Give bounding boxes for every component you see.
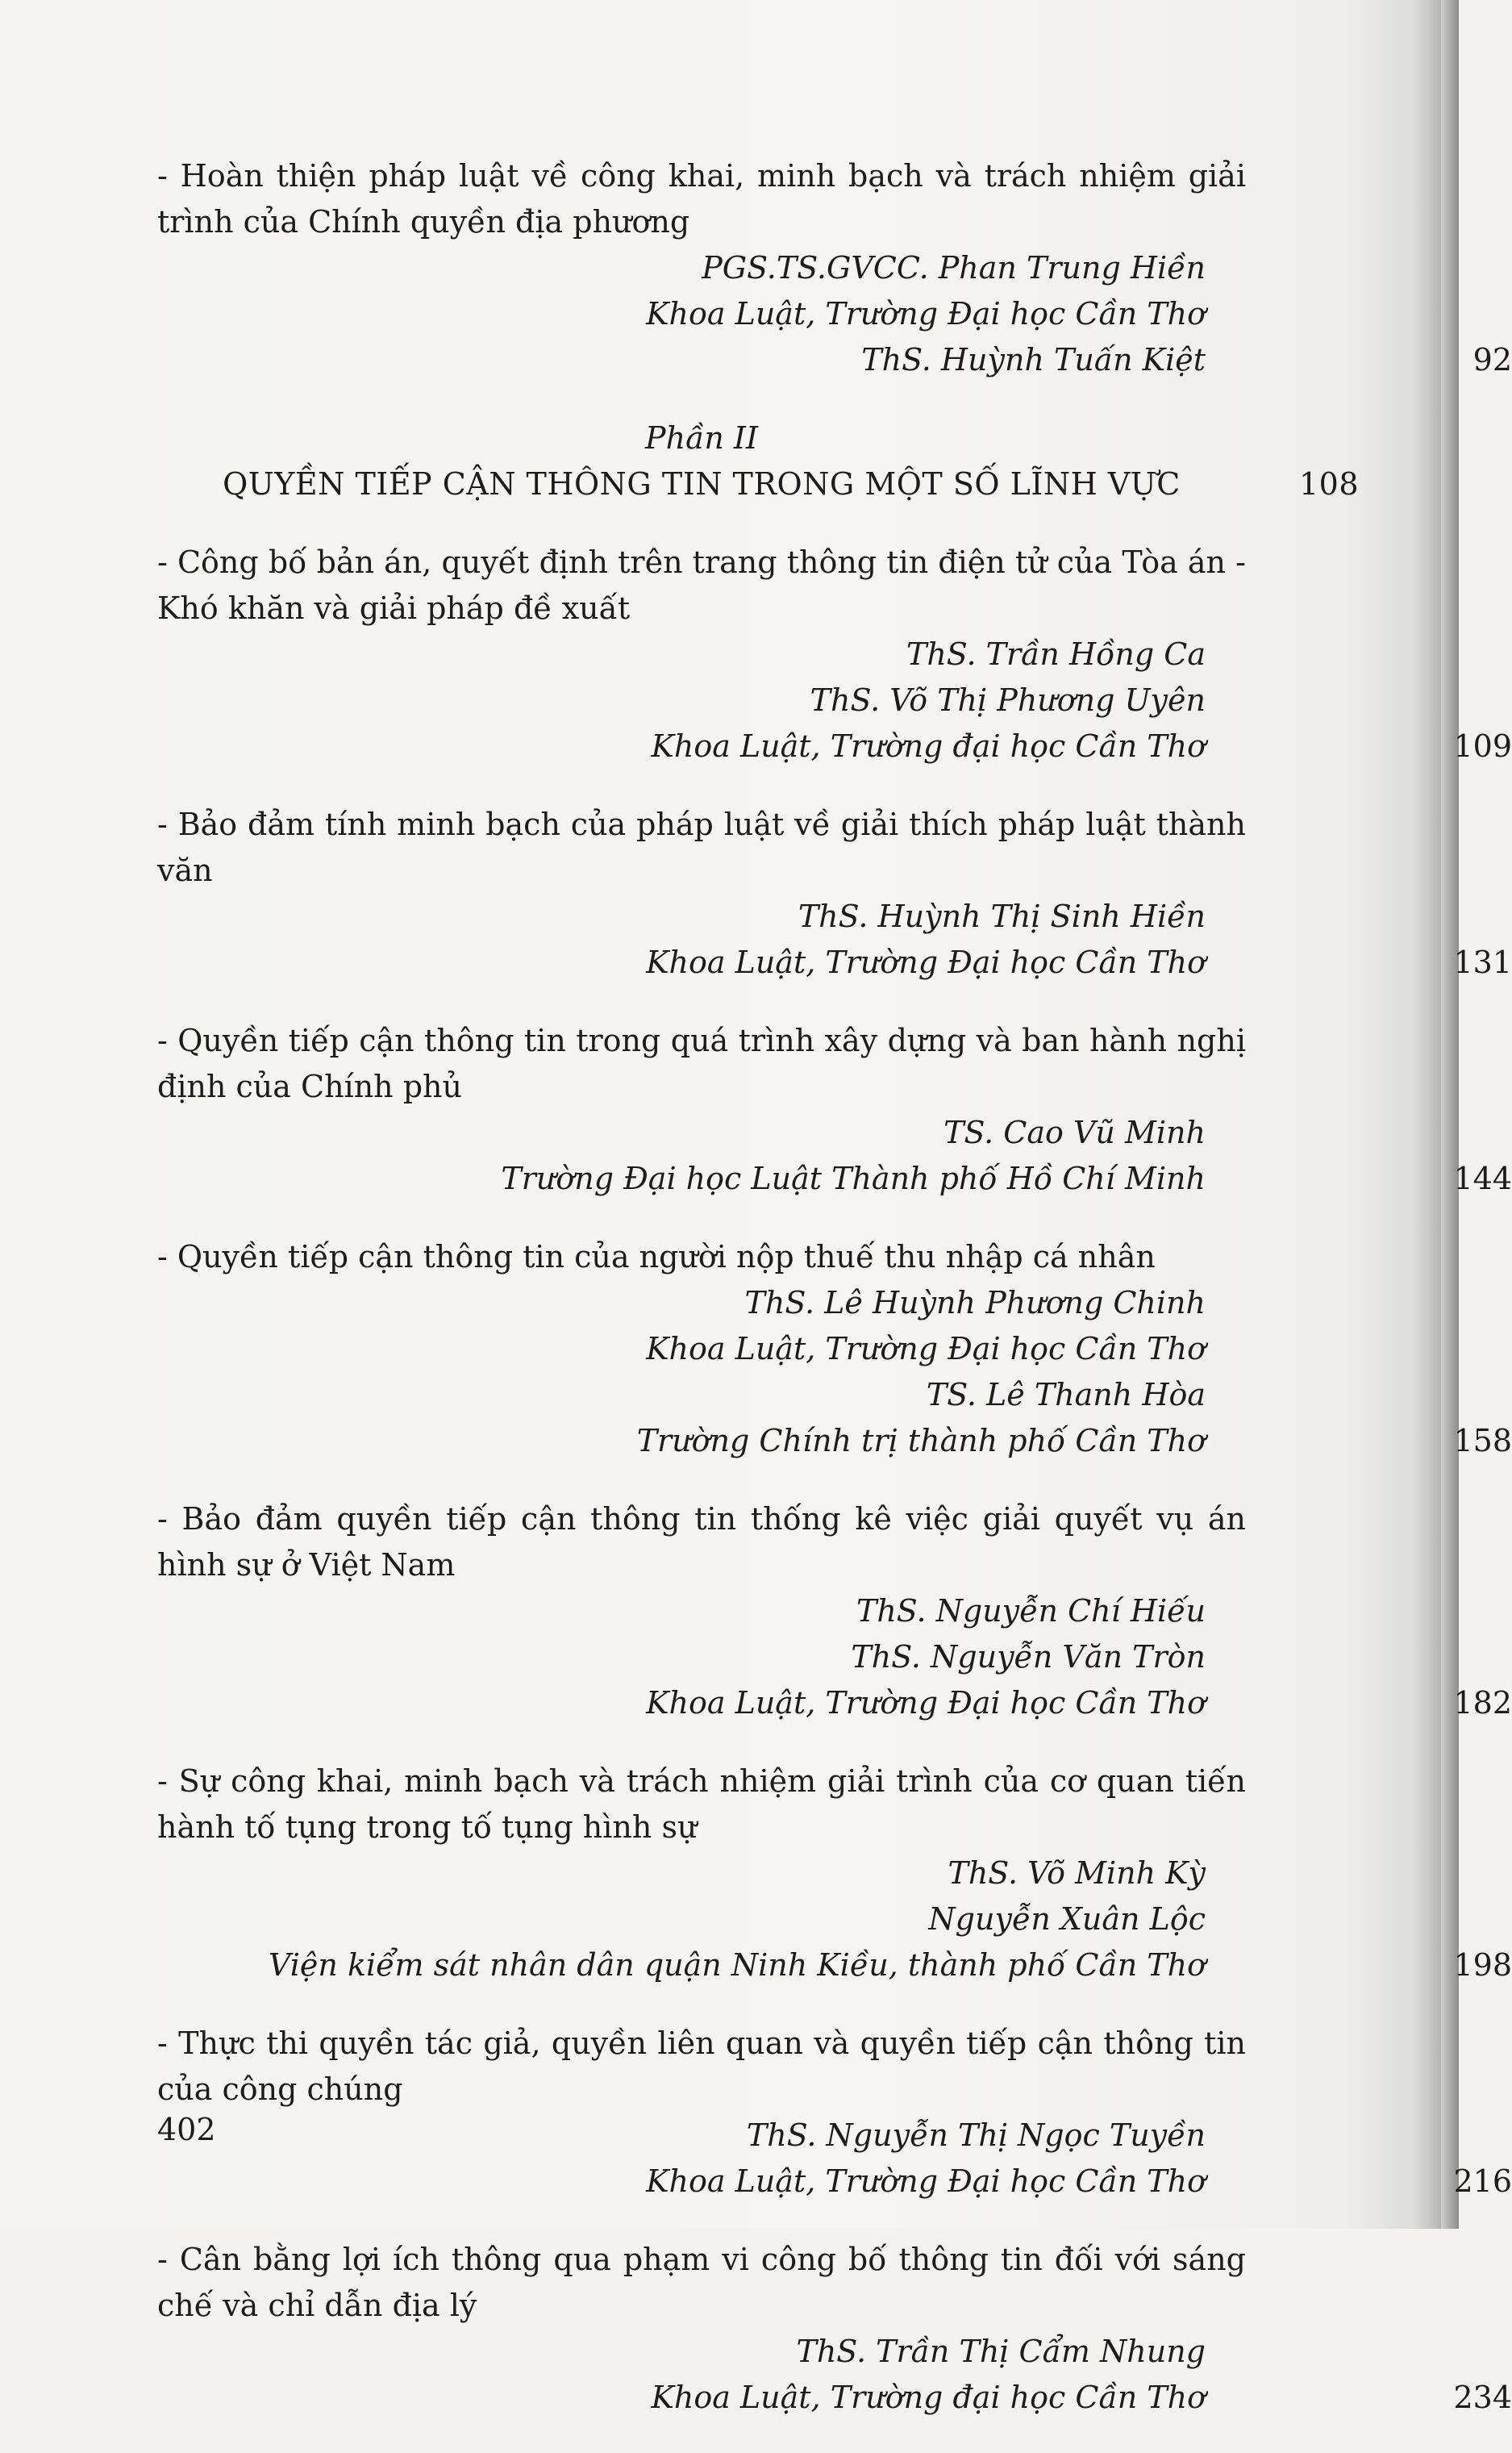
toc-entry-author [157, 1588, 1359, 1634]
toc-entry-author [157, 1942, 1512, 1988]
toc-entry-title: - Sự công khai, minh bạch và trách nhiệm giải trình của cơ quan tiến hành tố tụng trong tố tụng hình sự [157, 1763, 1246, 1845]
toc-entry-title: - Bảo đảm quyền tiếp cận thông tin thống kê việc giải quyết vụ án hình sự ở Việt Nam [157, 1501, 1246, 1583]
toc-entry-page-number: 131 [1453, 945, 1512, 980]
part-title: QUYỀN TIẾP CẬN THÔNG TIN TRONG MỘT SỐ LĨNH VỰC [223, 466, 1181, 502]
toc-entry-title: - Công bố bản án, quyết định trên trang thông tin điện tử của Tòa án - Khó khăn và giải pháp đề xuất [157, 544, 1246, 626]
toc-entry [157, 153, 1512, 383]
toc-entry-author-text: ThS. Võ Thị Phương Uyên [810, 682, 1206, 718]
toc-entry [157, 1234, 1512, 1464]
part-page-number: 108 [1298, 466, 1359, 502]
toc-entry-author [157, 1680, 1512, 1726]
toc-entry [157, 802, 1512, 986]
toc-entries [157, 540, 1512, 2421]
toc-entry-author [157, 291, 1359, 337]
toc-entry-page-number: 234 [1453, 2380, 1512, 2415]
toc-entry-author-text: TS. Lê Thanh Hòa [926, 1377, 1206, 1412]
toc-entry-author [157, 337, 1512, 383]
table-of-contents [157, 153, 1512, 2453]
toc-entry-author-text: TS. Cao Vũ Minh [943, 1115, 1206, 1150]
toc-entry-author [157, 1634, 1359, 1680]
toc-entry-author-text: ThS. Trần Hồng Ca [906, 636, 1206, 672]
toc-entry-author-text: Khoa Luật, Trường Đại học Cần Thơ [646, 1331, 1206, 1366]
toc-entry-author [157, 724, 1512, 770]
toc-entry-author [157, 678, 1359, 724]
book-spine-shadow [1441, 0, 1459, 2229]
toc-entry-author [157, 2159, 1512, 2205]
toc-entry-author [157, 1418, 1512, 1464]
toc-entry [157, 1018, 1512, 1202]
toc-entry-author [157, 1372, 1359, 1418]
toc-entry-author-text: ThS. Nguyễn Thị Ngọc Tuyền [746, 2117, 1206, 2153]
toc-entry-author [157, 940, 1512, 986]
toc-entry-author [157, 1850, 1359, 1896]
toc-entry-author-text: Khoa Luật, Trường Đại học Cần Thơ [646, 2163, 1206, 2199]
toc-entry-author [157, 632, 1359, 678]
toc-entry-page-number: 109 [1453, 728, 1512, 764]
toc-entry-author [157, 2375, 1512, 2421]
toc-entry-author-text: Trường Chính trị thành phố Cần Thơ [636, 1423, 1206, 1458]
toc-entry-author-text: ThS. Võ Minh Kỳ [948, 1855, 1206, 1891]
toc-entry-author-text: PGS.TS.GVCC. Phan Trung Hiền [702, 250, 1206, 286]
toc-entry-author-text: Khoa Luật, Trường Đại học Cần Thơ [646, 1685, 1206, 1721]
toc-entry-page-number: 216 [1453, 2163, 1512, 2199]
toc-entry-page-number: 144 [1453, 1161, 1512, 1196]
toc-entries-before [157, 153, 1512, 383]
toc-entry-author-text: ThS. Lê Huỳnh Phương Chinh [744, 1285, 1206, 1320]
toc-entry-author-text: Khoa Luật, Trường đại học Cần Thơ [651, 728, 1206, 764]
toc-entry-author-text: ThS. Huỳnh Tuấn Kiệt [861, 342, 1206, 378]
footer-page-number: 402 [157, 2112, 216, 2147]
toc-entry-author [157, 245, 1359, 291]
toc-entry-author [157, 1156, 1512, 1202]
toc-entry-author [157, 2329, 1359, 2375]
toc-entry-author-text: Trường Đại học Luật Thành phố Hồ Chí Minh [501, 1161, 1206, 1196]
toc-entry-author-text: ThS. Trần Thị Cẩm Nhung [796, 2334, 1206, 2369]
toc-entry-title: - Thực thi quyền tác giả, quyền liên quan và quyền tiếp cận thông tin của công chúng [157, 2025, 1246, 2107]
toc-entry-page-number: 182 [1453, 1685, 1512, 1721]
part-title-row [157, 461, 1359, 507]
toc-entry-author [157, 894, 1359, 940]
toc-entry-page-number: 158 [1453, 1423, 1512, 1458]
toc-entry-author-text: Khoa Luật, Trường Đại học Cần Thơ [646, 296, 1206, 332]
toc-entry [157, 540, 1512, 770]
toc-entry [157, 2021, 1512, 2205]
toc-entry [157, 1496, 1512, 1726]
toc-entry-author-text: Viện kiểm sát nhân dân quận Ninh Kiều, thành phố Cần Thơ [269, 1947, 1206, 1983]
toc-entry-title: - Hoàn thiện pháp luật về công khai, minh bạch và trách nhiệm giải trình của Chính quyền địa phương [157, 158, 1246, 240]
toc-entry-page-number: 198 [1453, 1947, 1512, 1983]
toc-entry-page-number: 92 [1472, 342, 1512, 378]
toc-entry-author-text: Nguyễn Xuân Lộc [928, 1901, 1206, 1937]
toc-entry-author-text: ThS. Nguyễn Văn Tròn [851, 1639, 1206, 1675]
toc-entry [157, 1758, 1512, 1988]
toc-entry-author [157, 1280, 1359, 1326]
toc-entry-author [157, 1110, 1359, 1156]
toc-entry-title: - Cân bằng lợi ích thông qua phạm vi công bố thông tin đối với sáng chế và chỉ dẫn địa lý [157, 2242, 1246, 2323]
toc-entry-author-text: ThS. Huỳnh Thị Sinh Hiền [798, 899, 1206, 934]
toc-entry-author-text: ThS. Nguyễn Chí Hiếu [856, 1593, 1206, 1629]
toc-entry-title: - Bảo đảm tính minh bạch của pháp luật về giải thích pháp luật thành văn [157, 807, 1246, 888]
toc-entry-author [157, 1326, 1359, 1372]
toc-entry-title: - Quyền tiếp cận thông tin của người nộp thuế thu nhập cá nhân [157, 1239, 1156, 1274]
part-heading: Phần II [645, 420, 758, 456]
toc-entry-author-text: Khoa Luật, Trường đại học Cần Thơ [651, 2380, 1206, 2415]
toc-entry-title: - Quyền tiếp cận thông tin trong quá trình xây dựng và ban hành nghị định của Chính phủ [157, 1023, 1246, 1104]
toc-entry [157, 2237, 1512, 2421]
toc-entry-author [157, 1896, 1359, 1942]
toc-entry-author [157, 2113, 1359, 2159]
toc-entry-author-text: Khoa Luật, Trường Đại học Cần Thơ [646, 945, 1206, 980]
